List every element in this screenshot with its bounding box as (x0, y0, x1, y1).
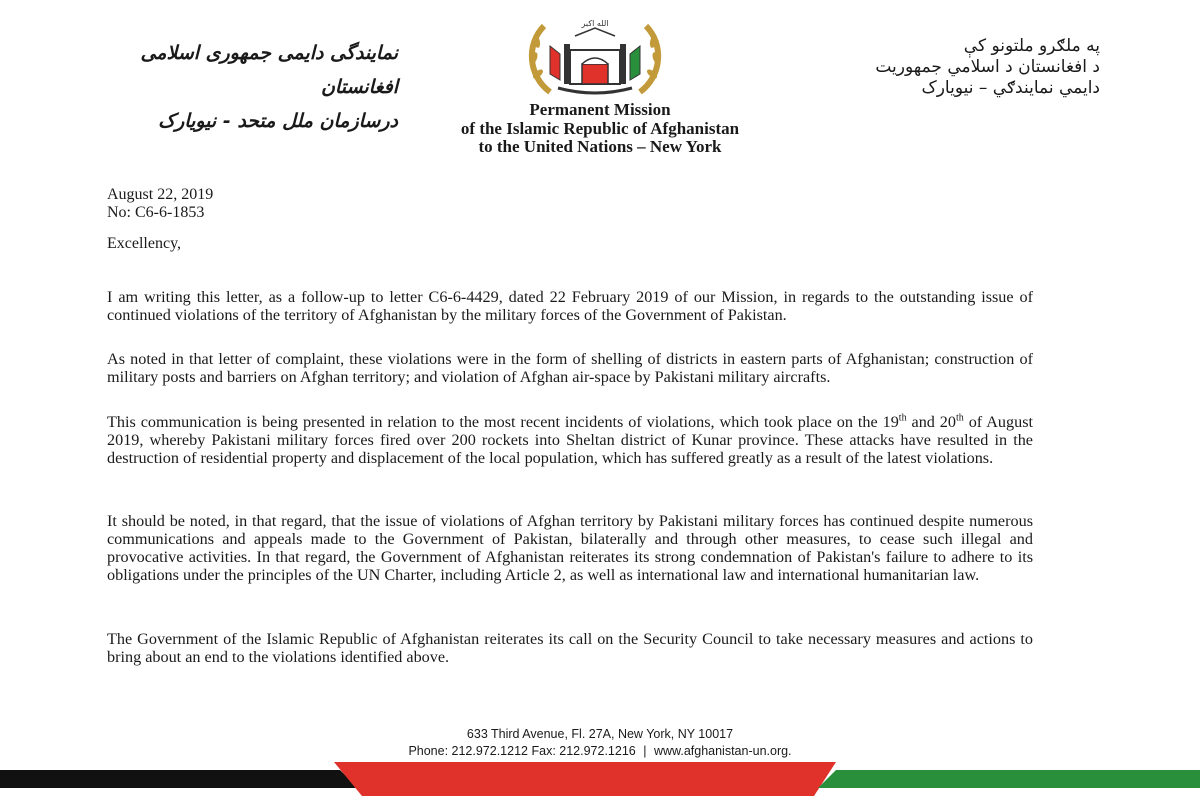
svg-text:الله اکبر: الله اکبر (581, 19, 609, 28)
paragraph-3-text (107, 413, 1033, 467)
mission-title-line-1: Permanent Mission (529, 100, 671, 119)
paragraph-2-text: As noted in that letter of complaint, these violations were in the form of shelling of districts in eastern parts of Afghanistan; construction of military posts and barriers on Afghan territory; and violation of Afghan air-space by Pakistani military aircrafts. (107, 350, 1033, 386)
paragraph-1 (107, 288, 1033, 324)
footer-website-link[interactable]: www.afghanistan-un.org. (653, 744, 792, 758)
paragraph-1-text: I am writing this letter, as a follow-up to letter C6-6-4429, dated 22 February 2019 of our Mission, in regards to the outstanding issue of continued violations of the territory of Afghanistan by the military forces of the Government of Pakistan. (107, 288, 1033, 324)
paragraph-5 (107, 630, 1033, 666)
paragraph-3-part-1: This communication is being presented in relation to the most recent incidents of violations, which took place on the 19 (107, 413, 899, 431)
pashto-line-2: د افغانستان د اسلامي جمهوريت (875, 57, 1100, 77)
letter-date: August 22, 2019 (107, 186, 214, 203)
letter-number: No: C6-6-1853 (107, 204, 205, 221)
footer-address: 633 Third Avenue, Fl. 27A, New York, NY 10017 (466, 727, 734, 741)
footer-contact (300, 743, 900, 760)
paragraph-3-part-3: of August 2019, whereby Pakistani military forces fired over 200 rockets into Sheltan district of Kunar province. These attacks have resulted in the destruction of residential property and displacement of the local population, which has suffered greatly as a result of the latest violations. (107, 413, 1033, 467)
pashto-line-3: دايمي نمايندګي – نيويارک (921, 78, 1100, 98)
letterhead-pashto (760, 36, 1100, 99)
paragraph-2 (107, 350, 1033, 386)
footer-phone: Phone: 212.972.1212 (408, 744, 528, 758)
paragraph-4-text: It should be noted, in that regard, that the issue of violations of Afghan territory by Pakistani military forces has continued despite numerous communications and appeals made to the Government of Pakistan, bilaterally and through other measures, to cease such illegal and provocative activities. In that regard, the Government of Afghanistan reiterates its strong condemnation of Pakistan's failure to adhere to its obligations under the principles of the UN Charter, including Article 2, as well as international law and international humanitarian law. (107, 512, 1033, 584)
pashto-line-1: په ملګرو ملتونو کې (963, 36, 1100, 56)
paragraph-5-text: The Government of the Islamic Republic of Afghanistan reiterates its call on the Security Council to take necessary measures and actions to bring about an end to the violations identified above. (107, 630, 1033, 666)
footer (300, 726, 900, 760)
mission-title (300, 101, 900, 157)
afghanistan-emblem-icon (520, 14, 670, 100)
footer-fax: Fax: 212.972.1216 (531, 744, 636, 758)
mission-title-line-3: to the United Nations – New York (478, 137, 722, 156)
dari-line-2: درسازمان ملل متحد - نیویارک (158, 110, 398, 132)
dari-line-1: نمایندگی دایمی جمهوری اسلامی افغانستان (140, 42, 398, 98)
black-stripe (0, 770, 358, 788)
mission-title-line-2: of the Islamic Republic of Afghanistan (460, 118, 740, 138)
ordinal-suffix-20: th (956, 412, 964, 424)
paragraph-4 (107, 512, 1033, 584)
letter-meta (107, 186, 213, 222)
paragraph-3 (107, 413, 1033, 467)
red-stripe (334, 762, 836, 796)
salutation: Excellency, (107, 235, 182, 252)
footer-separator: | (643, 744, 647, 758)
flag-stripes (0, 762, 1200, 796)
ordinal-suffix-19: th (898, 412, 907, 424)
paragraph-3-part-2: and 20 (906, 413, 956, 431)
green-stripe (818, 770, 1200, 788)
